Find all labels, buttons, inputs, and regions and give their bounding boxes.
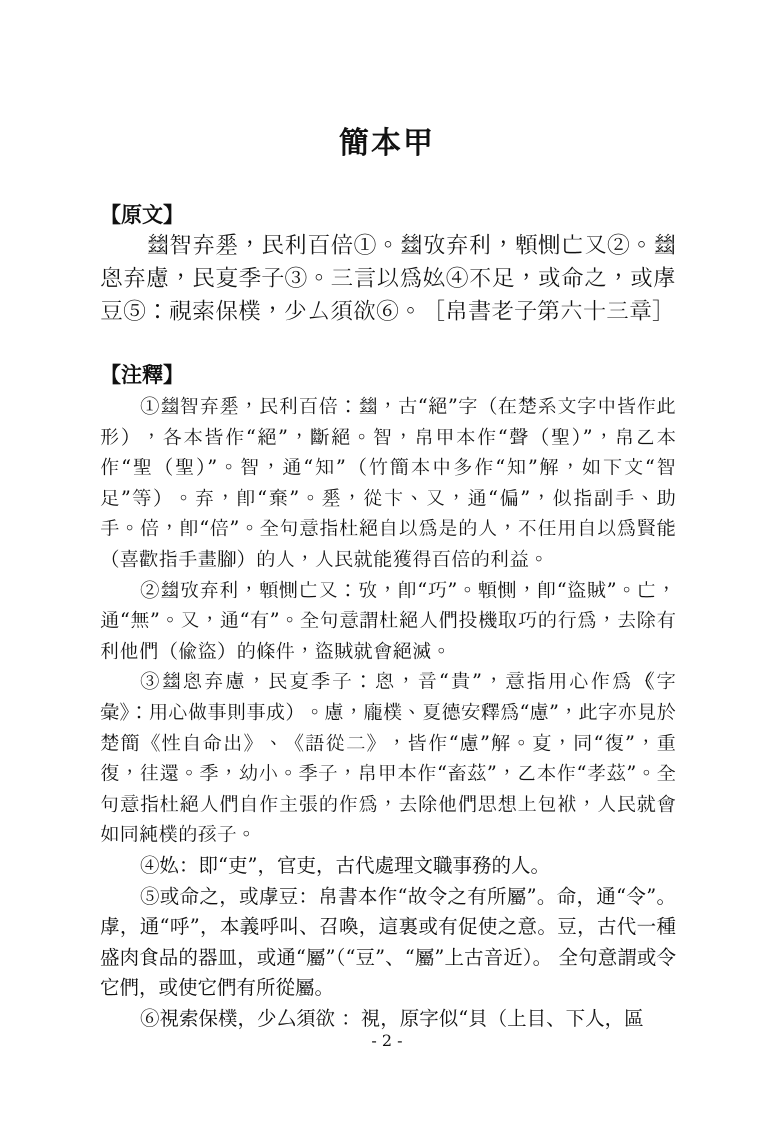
annotations-heading: 【注釋】 <box>100 363 184 387</box>
page-title: 簡本甲 <box>339 126 435 161</box>
annotation-4: ④𡚸：即“吏”，官吏，古代處理文職事務的人。 <box>140 853 550 877</box>
annotations-list <box>100 392 676 1034</box>
original-text-body: 𢇍智弃𢀩，民利百倍①。𢇍攷弃利，䫌惻亡又②。𢇍恖弃慮，民㚆季子③。三言以爲𡚸④不足，或命之，或虖豆⑤：視索保樸，少厶須欲⑥。［帛書老子第六十三章］ <box>100 233 676 325</box>
annotation-6: ⑥視索保樸，少厶須欲 ：視，原字似“貝（上目、下人，區 <box>140 1006 644 1030</box>
original-text-heading: 【原文】 <box>100 203 184 227</box>
annotation-2: ②𢇍攷弃利，䫌惻亡又：攷，即“巧”。䫌惻，即“盜賊”。亡，通“無”。又，通“有”。全句意謂杜絕人們投機取巧的行爲，去除有利他們（偷盜）的條件，盜賊就會絕滅。 <box>100 578 676 663</box>
annotation-5: ⑤或命之，或虖豆：帛書本作“故令之有所屬”。命，通“令”。虖，通“呼”，本義呼叫、召喚，這裏或有促使之意。豆，古代一種盛肉食品的器皿，或通“屬”（“豆”、“屬”上古音近）。 全句意謂或令它們，或使它們有所從屬。 <box>100 884 676 1000</box>
annotation-1: ①𢇍智弃𢀩，民利百倍：𢇍，古“絕”字（在楚系文字中皆作此形），各本皆作“絕”，斷絕。智，帛甲本作“聲（聖）”，帛乙本作“聖（聖）”。智，通“知”（竹簡本中多作“知”解，如下文“智足”等）。弃，即“棄”。𢀩，從卞、又，通“偏”，似指副手、助手。倍，即“倍”。全句意指杜絕自以爲是的人，不任用自以爲賢能（喜歡指手畫腳）的人，人民就能獲得百倍的利益。 <box>100 395 676 571</box>
annotation-3: ③𢇍恖弃慮，民㚆季子：恖，音“貴”，意指用心作爲（《字彙》：用心做事則事成）。慮，龐樸、夏德安釋爲“慮”，此字亦見於楚簡《性自命出》、《語從二》，皆作“慮”解。㚆，同“復”，重復，往還。季，幼小。季子，帛甲本作“畜茲”，乙本作“孝茲”。全句意指杜絕人們自作主張的作爲，去除他們思想上包袱，人民就會如同純樸的孩子。 <box>100 670 676 847</box>
page-number: - 2 - <box>371 1031 403 1050</box>
